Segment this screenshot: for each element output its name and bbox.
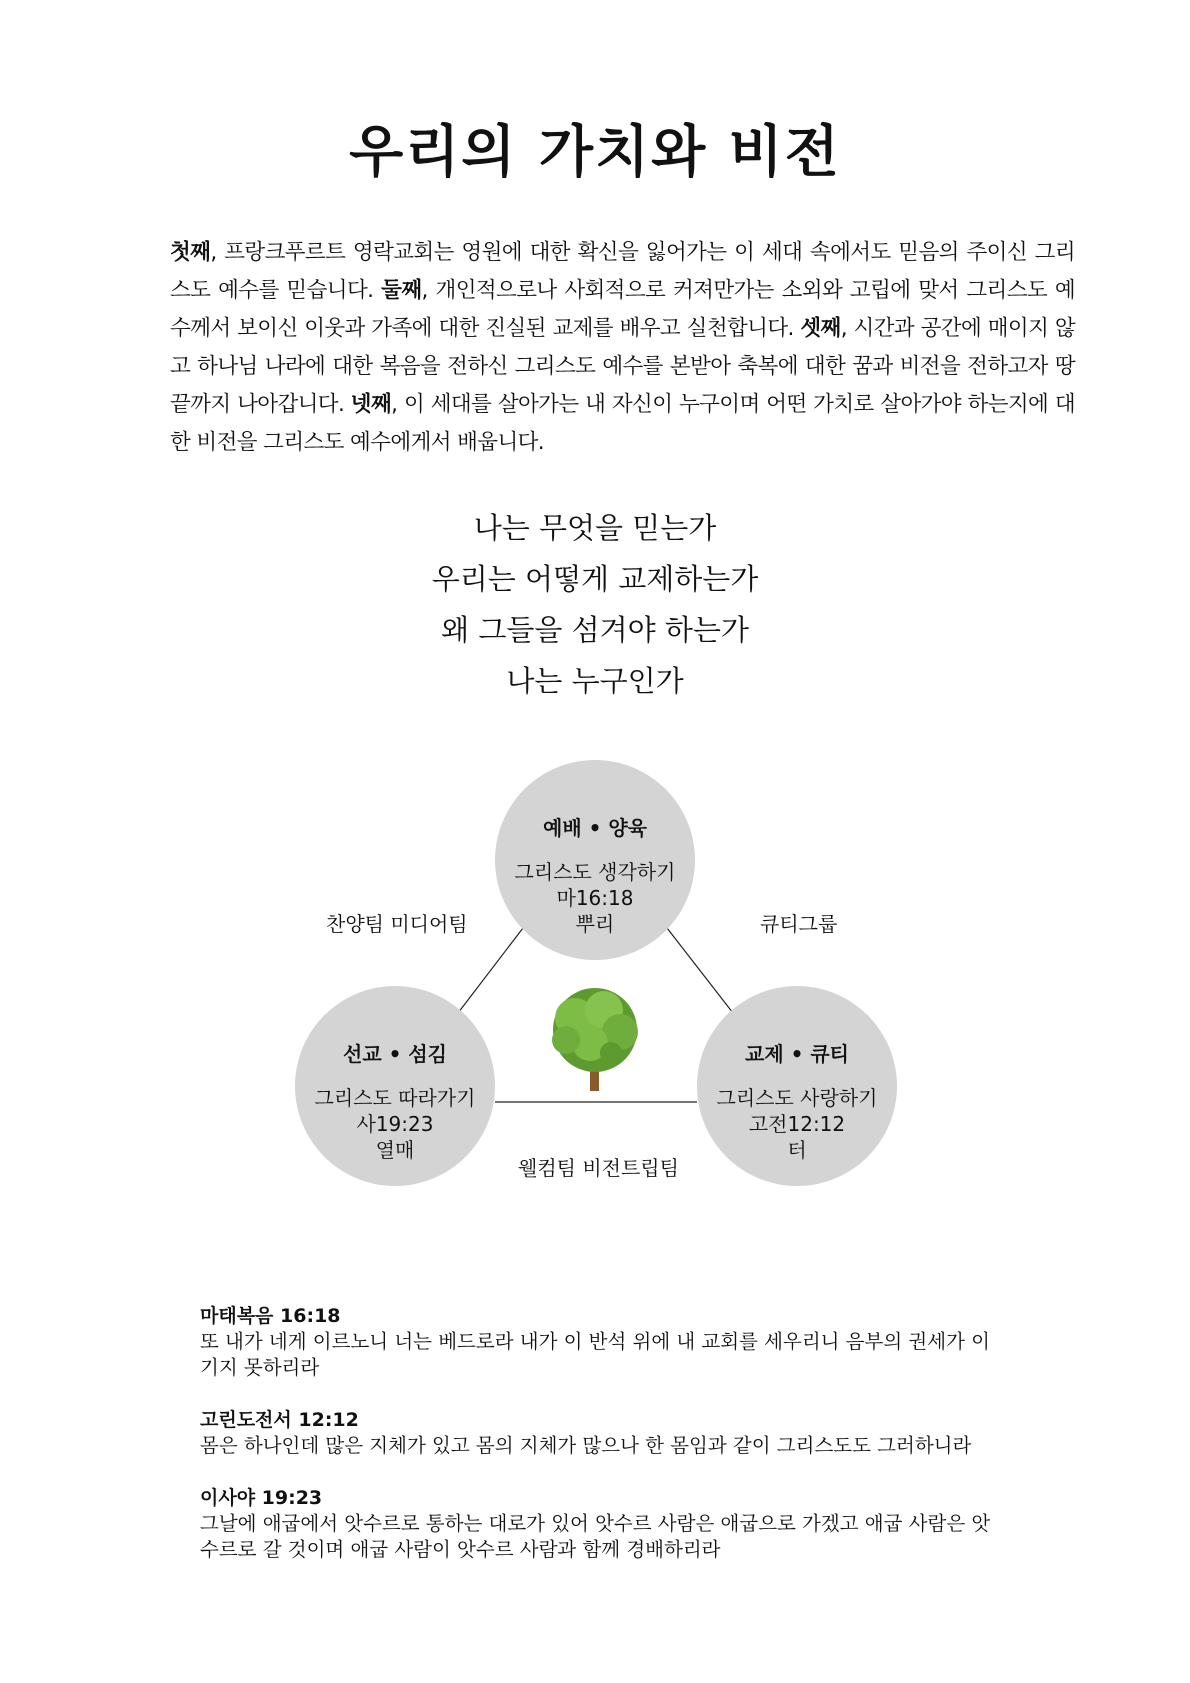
question-item: 나는 누구인가	[506, 664, 684, 698]
reference-title: 이사야 19:23	[200, 1487, 323, 1509]
intro-label-fourth: 넷째	[350, 392, 392, 417]
values-diagram	[0, 760, 1190, 1210]
reference-item	[200, 1485, 1060, 1563]
connector-line-top-left	[458, 928, 523, 1013]
circle-title: 예배 • 양육	[543, 816, 647, 840]
team-label-left: 찬양팀 미디어팀	[326, 912, 468, 936]
reference-item	[200, 1407, 1060, 1459]
intro-label-first: 첫째	[170, 240, 211, 265]
reference-item	[200, 1303, 1060, 1381]
intro-text-fourth: , 이 세대를 살아가는 내 자신이 누구이며 어떤 가치로 살아가야 하는지에 대한 비전을 그리스도 예수에게서 배웁니다.	[170, 392, 1075, 455]
question-item: 나는 무엇을 믿는가	[473, 511, 717, 545]
intro-text-third: , 시간과 공간에 매이지 않고 하나님 나라에 대한 복음을 전하신 그리스도 예수를 본받아 축복에 대한 꿈과 비전을 전하고자 땅 끝까지 나아갑니다.	[170, 316, 1075, 417]
circle-mission	[295, 986, 495, 1186]
question-item: 우리는 어떻게 교제하는가	[431, 562, 759, 596]
question-list	[0, 503, 1190, 707]
circle-line: 그리스도 생각하기	[514, 860, 676, 884]
circle-line: 고전12:12	[748, 1112, 846, 1136]
intro-label-third: 셋째	[800, 316, 841, 341]
intro-paragraph	[170, 234, 1075, 462]
circle-line: 터	[787, 1138, 807, 1162]
intro-label-second: 둘째	[381, 278, 422, 303]
intro-text-second: , 개인적으로나 사회적으로 커져만가는 소외와 고립에 맞서 그리스도 예수께서 보이신 이웃과 가족에 대한 진실된 교제를 배우고 실천합니다.	[170, 278, 1076, 341]
reference-title: 마태복음 16:18	[200, 1305, 341, 1327]
connector-line-top-right	[667, 928, 733, 1013]
circle-title: 선교 • 섬김	[343, 1042, 447, 1066]
page-title: 우리의 가치와 비전	[349, 119, 841, 185]
tree-icon	[552, 988, 638, 1091]
circle-line: 그리스도 따라가기	[314, 1086, 476, 1110]
reference-text: 그날에 애굽에서 앗수르로 통하는 대로가 있어 앗수르 사람은 애굽으로 가겠고 애굽 사람은 앗수르로 갈 것이며 애굽 사람이 앗수르 사람과 함께 경배하리라	[200, 1512, 991, 1561]
reference-text: 또 내가 네게 이르노니 너는 베드로라 내가 이 반석 위에 내 교회를 세우리니 음부의 권세가 이기지 못하리라	[200, 1330, 990, 1379]
circle-title: 교제 • 큐티	[745, 1042, 849, 1066]
circle-line: 열매	[375, 1138, 415, 1162]
circle-fellowship	[697, 986, 897, 1186]
circle-line: 그리스도 사랑하기	[716, 1086, 878, 1110]
team-label-right: 큐티그룹	[760, 912, 838, 936]
team-label-bottom: 웰컴팀 비전트립팀	[518, 1156, 679, 1180]
scripture-references	[200, 1303, 1060, 1589]
reference-text: 몸은 하나인데 많은 지체가 있고 몸의 지체가 많으나 한 몸임과 같이 그리스도도 그러하니라	[200, 1434, 972, 1457]
reference-title: 고린도전서 12:12	[200, 1409, 359, 1431]
circle-worship	[495, 760, 695, 960]
intro-text-first: , 프랑크푸르트 영락교회는 영원에 대한 확신을 잃어가는 이 세대 속에서도 믿음의 주이신 그리스도 예수를 믿습니다.	[170, 240, 1075, 303]
circle-line: 마16:18	[556, 886, 634, 910]
circle-line: 사19:23	[356, 1112, 434, 1136]
circle-line: 뿌리	[575, 912, 615, 936]
question-item: 왜 그들을 섬겨야 하는가	[441, 613, 749, 647]
